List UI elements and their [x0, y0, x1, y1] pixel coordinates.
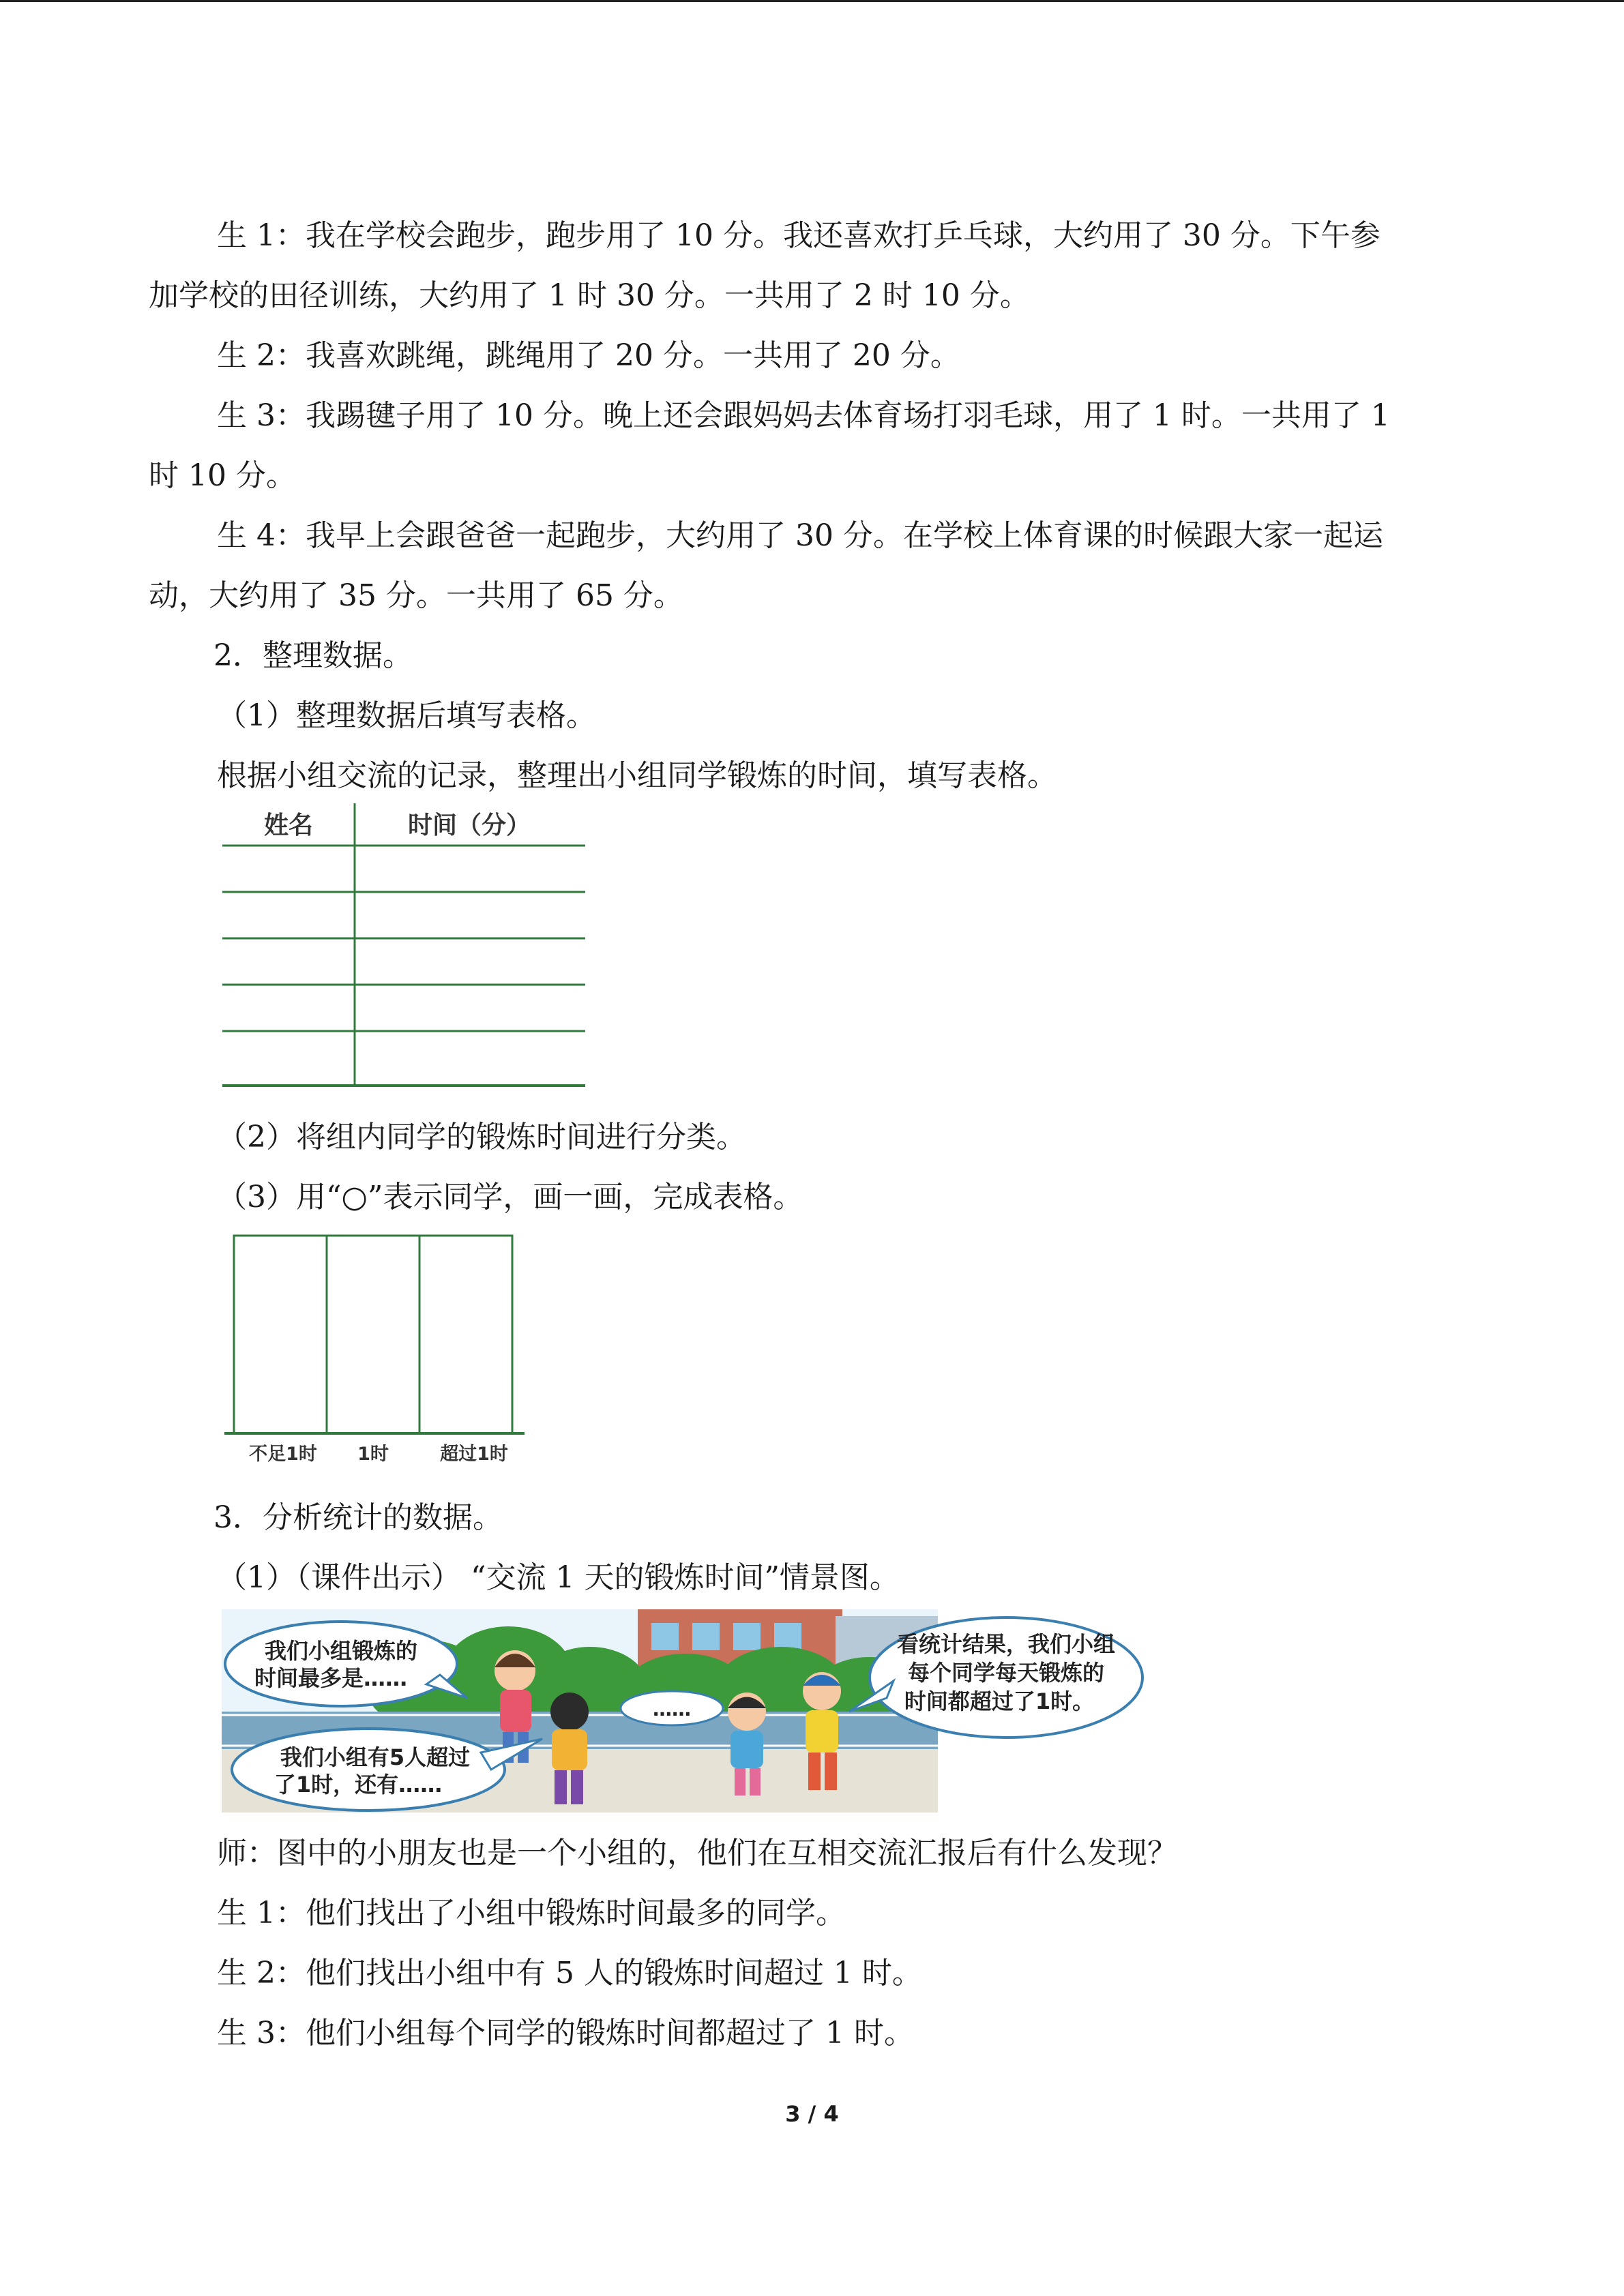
speech-bubble-ellipsis — [621, 1691, 723, 1725]
student4-line2: 动，大约用了 35 分。一共用了 65 分。 — [149, 578, 683, 613]
student1-line2: 加学校的田径训练，大约用了 1 时 30 分。一共用了 2 时 10 分。 — [149, 278, 1030, 313]
bubble1-line2: 时间最多是…… — [254, 1665, 408, 1691]
student2: 生 2：我喜欢跳绳，跳绳用了 20 分。一共用了 20 分。 — [217, 338, 960, 373]
subheading-draw-circles: （3）用“○”表示同学，画一画，完成表格。 — [217, 1180, 803, 1214]
student1-line1: 生 1：我在学校会跑步，跑步用了 10 分。我还喜欢打乒乓球，大约用了 30 分。下午参 — [217, 218, 1381, 253]
answer3: 生 3：他们小组每个同学的锻炼时间都超过了 1 时。 — [217, 2016, 914, 2051]
page-number: 3 / 4 — [785, 2101, 839, 2127]
top-rule — [0, 0, 1624, 2]
instruction-fill-table: 根据小组交流的记录，整理出小组同学锻炼的时间，填写表格。 — [217, 758, 1057, 793]
student3-line1: 生 3：我踢毽子用了 10 分。晚上还会跟妈妈去体育场打羽毛球，用了 1 时。一共用了 1 — [217, 398, 1390, 433]
category-more-than-1h: 超过1时 — [440, 1444, 508, 1465]
exercise-time-scene-illustration — [222, 1609, 1149, 1813]
bubble3-text: …… — [653, 1698, 691, 1720]
bubble4-line2: 每个同学每天锻炼的 — [907, 1660, 1105, 1686]
bubble4-line3: 时间都超过了1时。 — [904, 1688, 1095, 1714]
answer1: 生 1：他们找出了小组中锻炼时间最多的同学。 — [217, 1896, 846, 1930]
bubble2-line2: 了1时，还有…… — [274, 1772, 443, 1798]
name-time-table — [217, 799, 585, 1094]
subheading-scene: （1）（课件出示） “交流 1 天的锻炼时间”情景图。 — [217, 1560, 900, 1595]
heading-analyze-data: 3．分析统计的数据。 — [213, 1500, 503, 1535]
subheading-fill-table: （1）整理数据后填写表格。 — [217, 698, 596, 733]
student4-line1: 生 4：我早上会跟爸爸一起跑步，大约用了 30 分。在学校上体育课的时候跟大家一起运 — [217, 518, 1383, 553]
bubble2-line1: 我们小组有5人超过 — [280, 1744, 471, 1770]
category-table — [222, 1233, 529, 1468]
bubble4-line1: 看统计结果，我们小组 — [896, 1631, 1116, 1657]
teacher-question: 师：图中的小朋友也是一个小组的，他们在互相交流汇报后有什么发现？ — [217, 1836, 1177, 1870]
category-less-than-1h: 不足1时 — [249, 1444, 317, 1465]
answer2: 生 2：他们找出小组中有 5 人的锻炼时间超过 1 时。 — [217, 1956, 922, 1991]
subheading-classify: （2）将组内同学的锻炼时间进行分类。 — [217, 1120, 746, 1154]
table-header-name: 姓名 — [263, 811, 314, 839]
bubble1-line1: 我们小组锻炼的 — [264, 1638, 418, 1664]
student3-line2: 时 10 分。 — [149, 458, 296, 493]
table-header-time: 时间（分） — [407, 811, 531, 839]
heading-organize-data: 2．整理数据。 — [213, 638, 413, 673]
category-1h: 1时 — [357, 1444, 389, 1465]
